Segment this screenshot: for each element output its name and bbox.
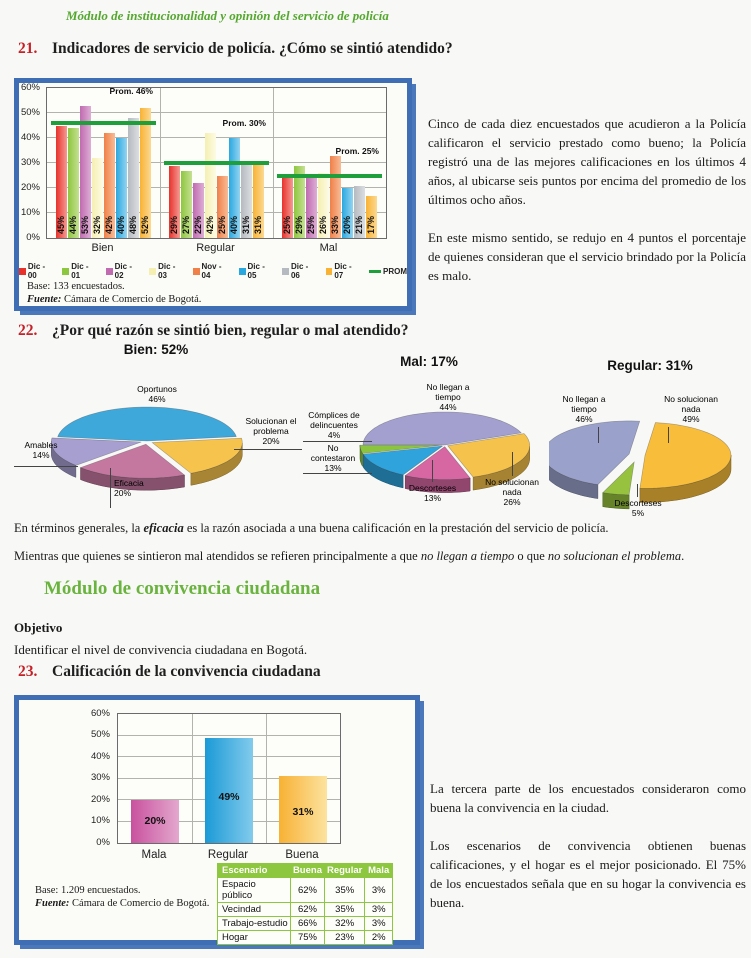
table-cell: 35% — [324, 878, 364, 903]
bar-value-label: 29% — [169, 215, 179, 234]
section23-paragraph-2: Los escenarios de convivencia obtienen buenas calificaciones, y el hogar es el mejor posicionado. El 75% de los encuestados señala que en su hogar la convivencia es buena. — [430, 838, 746, 910]
chart21-plot — [46, 87, 387, 239]
bar-Dic-02 — [306, 176, 317, 239]
chart21-fuente — [27, 293, 201, 306]
y-tick-label: 0% — [26, 231, 40, 243]
pie-mal-label-no-contestaron: No contestaron 13% — [310, 443, 356, 474]
y-tick-label: 60% — [90, 707, 110, 719]
table-cell: Trabajo-estudio — [218, 917, 291, 931]
pie-regular-label-descorteses: Descorteses 5% — [614, 498, 662, 519]
bar-Dic-06 — [354, 186, 365, 239]
objetivo-label: Objetivo — [14, 620, 63, 635]
table-cell: 66% — [290, 917, 324, 931]
chart23-source — [35, 884, 225, 910]
group-separator — [266, 714, 267, 843]
y-tick-label: 20% — [90, 793, 110, 805]
legend-swatch — [193, 268, 200, 275]
section23-heading — [18, 663, 321, 681]
pie-mal-label-no-solucionan: No solucionan nada 26% — [485, 477, 539, 508]
category-label: Mala — [141, 849, 167, 861]
chart21-x-axis — [46, 242, 385, 256]
category-label: Regular — [207, 849, 249, 861]
bar-value-label: 49% — [218, 790, 240, 803]
prom-line — [277, 174, 382, 178]
bar-value-label: 17% — [366, 215, 376, 234]
bar-Dic-01 — [181, 171, 192, 239]
gridline — [118, 735, 340, 736]
prom-line — [51, 121, 156, 125]
bar-Dic-05 — [229, 138, 240, 238]
pie-mal-label-no-llegan: No llegan a tiempo 44% — [426, 382, 470, 413]
leader-line — [303, 441, 372, 442]
pie-mal-block — [300, 340, 558, 526]
pie-regular-block — [549, 340, 751, 532]
bar-value-label: 42% — [104, 215, 114, 234]
section23-number: 23. — [18, 663, 38, 680]
group-separator — [160, 88, 161, 238]
module1-heading: Módulo de institucionalidad y opinión del servicio de policía — [66, 8, 389, 23]
section21-paragraph-2: En este mismo sentido, se redujo en 4 puntos el porcentaje de quienes consideran que el servicio brindado por la Policía es malo. — [428, 230, 746, 283]
legend-item-prom — [369, 267, 407, 276]
legend-prom-dash — [369, 270, 381, 273]
pie-bien-title: Bien: 52% — [123, 342, 189, 357]
pie-bien-label-solucionan: Solucionan el problema 20% — [245, 416, 297, 447]
section21-number: 21. — [18, 40, 38, 57]
bar-value-label: 29% — [294, 215, 304, 234]
legend-item — [19, 262, 55, 280]
bar-value-label: 44% — [68, 215, 78, 234]
bar-Dic-07 — [253, 161, 264, 239]
chart21-fuente-label: Fuente: — [27, 294, 62, 305]
pie-regular-title: Regular: 31% — [607, 358, 693, 373]
legend-swatch — [149, 268, 156, 275]
legend-item — [282, 262, 318, 280]
y-tick-label: 10% — [90, 815, 110, 826]
legend-label: Dic - 03 — [158, 262, 176, 280]
bar-value-label: 20% — [342, 215, 352, 234]
bar-Dic-06 — [128, 118, 139, 238]
legend-swatch — [239, 268, 246, 275]
table-cell: 35% — [324, 903, 364, 917]
table-header-cell: Escenario — [218, 864, 291, 878]
leader-line — [110, 468, 111, 508]
pie-bien-label-oportunos: Oportunos 46% — [137, 384, 177, 405]
table-cell: Vecindad — [218, 903, 291, 917]
pie-mal-label-descorteses: Descorteses 13% — [408, 483, 457, 504]
table-cell: Espacio público — [218, 878, 291, 903]
legend-item — [326, 262, 362, 280]
leader-line — [303, 473, 372, 474]
section22-title: ¿Por qué razón se sintió bien, regular o mal atendido? — [52, 322, 409, 339]
table-cell: 23% — [324, 931, 364, 945]
chart21-fuente-text: Cámara de Comercio de Bogotá. — [61, 294, 202, 305]
section22-paragraph-1: En términos generales, la eficacia es la razón asociada a una buena calificación en la prestación del servicio de policía. — [14, 521, 609, 535]
pie-bien-block — [10, 340, 302, 522]
legend-label: Dic - 02 — [114, 262, 132, 280]
chart21-base: Base: 133 encuestados. — [27, 281, 125, 292]
gridline — [47, 137, 386, 138]
section21-heading — [18, 40, 453, 58]
section23-title: Calificación de la convivencia ciudadana — [52, 663, 321, 680]
y-tick-label: 50% — [20, 106, 40, 118]
legend-label: Dic - 00 — [27, 262, 46, 280]
y-tick-label: 40% — [20, 131, 40, 143]
table-header-cell: Regular — [324, 864, 364, 878]
legend-swatch — [282, 268, 289, 275]
y-tick-label: 30% — [20, 156, 40, 168]
section22-heading — [18, 322, 409, 340]
bar-Dic-05 — [342, 188, 353, 238]
y-tick-label: 50% — [90, 729, 110, 740]
pie-mal-title: Mal: 17% — [400, 354, 458, 369]
y-tick-label: 20% — [20, 181, 40, 193]
bar-Dic-00 — [169, 166, 180, 239]
bar-Dic-03 — [92, 158, 103, 238]
chart21-box — [14, 78, 412, 311]
module2-heading: Módulo de convivencia ciudadana — [44, 578, 321, 599]
prom-label: Prom. 30% — [222, 118, 266, 128]
legend-item — [149, 262, 185, 280]
chart23-fuente-label: Fuente: — [35, 898, 70, 909]
bar-Dic-00 — [56, 126, 67, 239]
leader-line — [598, 427, 599, 443]
leader-line — [14, 466, 78, 467]
bar-value-label: 40% — [116, 215, 126, 234]
bar-value-label: 40% — [229, 215, 239, 234]
table-cell: 62% — [290, 878, 324, 903]
prom-label: Prom. 46% — [109, 85, 153, 96]
bar-Dic-06 — [241, 161, 252, 239]
legend-swatch — [19, 268, 26, 275]
leader-line — [432, 460, 433, 482]
bar-Nov-04 — [217, 176, 228, 239]
category-label: Bien — [91, 242, 114, 254]
table-row — [218, 878, 393, 903]
legend-label: Dic - 07 — [334, 262, 352, 280]
table-cell: 62% — [290, 903, 324, 917]
table-row — [218, 931, 393, 945]
chart23-fuente-text: Cámara de Comercio de Bogotá. — [69, 898, 210, 909]
table-cell: Hogar — [218, 931, 291, 945]
section22-paragraph-2: Mientras que quienes se sintieron mal atendidos se refieren principalmente a que no llegan a tiempo o que no solucionan el problema. — [14, 549, 685, 563]
objetivo-text: Identificar el nivel de convivencia ciudadana en Bogotá. — [14, 642, 308, 657]
bar-value-label: 31% — [292, 805, 314, 818]
chart21-legend — [19, 262, 407, 280]
table-cell: 32% — [324, 917, 364, 931]
bar-Dic-03 — [205, 133, 216, 238]
leader-line — [512, 452, 513, 476]
y-tick-label: 10% — [20, 206, 40, 218]
bar-value-label: 27% — [181, 215, 191, 234]
y-tick-label: 0% — [96, 836, 110, 848]
bar-Nov-04 — [104, 133, 115, 238]
bar-Dic-07 — [140, 108, 151, 238]
leader-line — [234, 449, 302, 450]
gridline — [47, 112, 386, 113]
group-separator — [273, 88, 274, 238]
bar-value-label: 21% — [354, 215, 364, 234]
category-label: Mal — [319, 242, 338, 254]
section23-paragraph-1: La tercera parte de los encuestados consideraron como buena la convivencia en la ciudad. — [430, 781, 746, 815]
legend-label: Dic - 06 — [290, 262, 309, 280]
table-cell: 3% — [365, 917, 393, 931]
bar-value-label: 20% — [144, 814, 166, 827]
legend-swatch — [326, 268, 333, 275]
chart23-fuente — [35, 897, 225, 910]
prom-label: Prom. 25% — [335, 145, 379, 156]
bar-Dic-07 — [366, 196, 377, 239]
section22-number: 22. — [18, 322, 38, 339]
pie-mal-label-complices: Cómplices de delincuentes 4% — [308, 410, 360, 441]
bar-value-label: 32% — [92, 215, 102, 234]
table-header-cell: Buena — [290, 864, 324, 878]
bar-value-label: 25% — [217, 215, 227, 234]
bar-Dic-02 — [80, 106, 91, 239]
leader-line — [668, 427, 669, 443]
leader-line — [637, 484, 638, 497]
bar-value-label: 33% — [330, 215, 340, 234]
pie-bien-label-amables: Amables 14% — [24, 440, 58, 461]
bar-value-label: 25% — [282, 215, 292, 234]
legend-item — [239, 262, 275, 280]
legend-label: Nov - 04 — [201, 262, 222, 280]
bar-value-label: 31% — [241, 215, 251, 234]
table-cell: 3% — [365, 878, 393, 903]
table-cell: 75% — [290, 931, 324, 945]
bar-value-label: 42% — [205, 215, 215, 234]
pie-regular-label-no-solucionan: No solucionan nada 49% — [664, 394, 718, 425]
bar-Dic-01 — [68, 128, 79, 238]
bar-Nov-04 — [330, 156, 341, 239]
table-header-cell: Mala — [365, 864, 393, 878]
legend-label: Dic - 05 — [247, 262, 265, 280]
table-cell: 2% — [365, 931, 393, 945]
table-cell: 3% — [365, 903, 393, 917]
legend-swatch — [62, 268, 69, 275]
table-row — [218, 917, 393, 931]
section21-paragraph-1: Cinco de cada diez encuestados que acudieron a la Policía calificaron el servicio prestado como bueno; la Policía registró una de las mejores calificaciones en los últimos 4 años, al ubicarse seis puntos por encima del promedio de los últimos ocho años. — [428, 116, 746, 207]
legend-item — [62, 262, 98, 280]
chart21-y-axis — [19, 81, 43, 243]
bar-Dic-02 — [193, 183, 204, 238]
bar-Dic-05 — [116, 138, 127, 238]
category-label: Regular — [196, 242, 235, 254]
y-tick-label: 60% — [20, 81, 40, 93]
convivencia-table — [217, 863, 393, 945]
pie-bien-label-eficacia: Eficacia 20% — [114, 478, 144, 499]
pie-regular-label-no-llegan: No llegan a tiempo 46% — [562, 394, 606, 425]
section21-title: Indicadores de servicio de policía. ¿Cómo se sintió atendido? — [52, 40, 453, 57]
chart21-source — [27, 280, 201, 306]
bar-Dic-03 — [318, 173, 329, 238]
bar-Dic-00 — [282, 176, 293, 239]
bar-value-label: 31% — [253, 215, 263, 234]
chart23-box — [14, 695, 420, 945]
chart23-base: Base: 1.209 encuestados. — [35, 885, 141, 896]
pie-slice — [58, 407, 237, 441]
bar-value-label: 22% — [193, 215, 203, 234]
y-tick-label: 40% — [90, 750, 110, 762]
chart23-x-axis — [117, 849, 339, 863]
chart23-plot — [117, 713, 341, 844]
section21-commentary — [428, 114, 746, 304]
category-label: Buena — [285, 849, 319, 861]
section23-commentary — [430, 779, 746, 931]
bar-value-label: 25% — [306, 215, 316, 234]
legend-swatch — [106, 268, 113, 275]
group-separator — [192, 714, 193, 843]
legend-item — [106, 262, 142, 280]
chart23-y-axis — [75, 707, 113, 848]
bar-value-label: 53% — [80, 215, 90, 234]
table-row — [218, 903, 393, 917]
bar-value-label: 45% — [56, 215, 66, 234]
bar-value-label: 48% — [128, 215, 138, 234]
legend-label: Dic - 01 — [71, 262, 89, 280]
table-header-row — [218, 864, 393, 878]
bar-value-label: 26% — [318, 215, 328, 234]
y-tick-label: 30% — [90, 772, 110, 783]
prom-line — [164, 161, 269, 165]
legend-item — [193, 262, 232, 280]
bar-value-label: 52% — [140, 215, 150, 234]
legend-label: PROM — [382, 266, 407, 276]
